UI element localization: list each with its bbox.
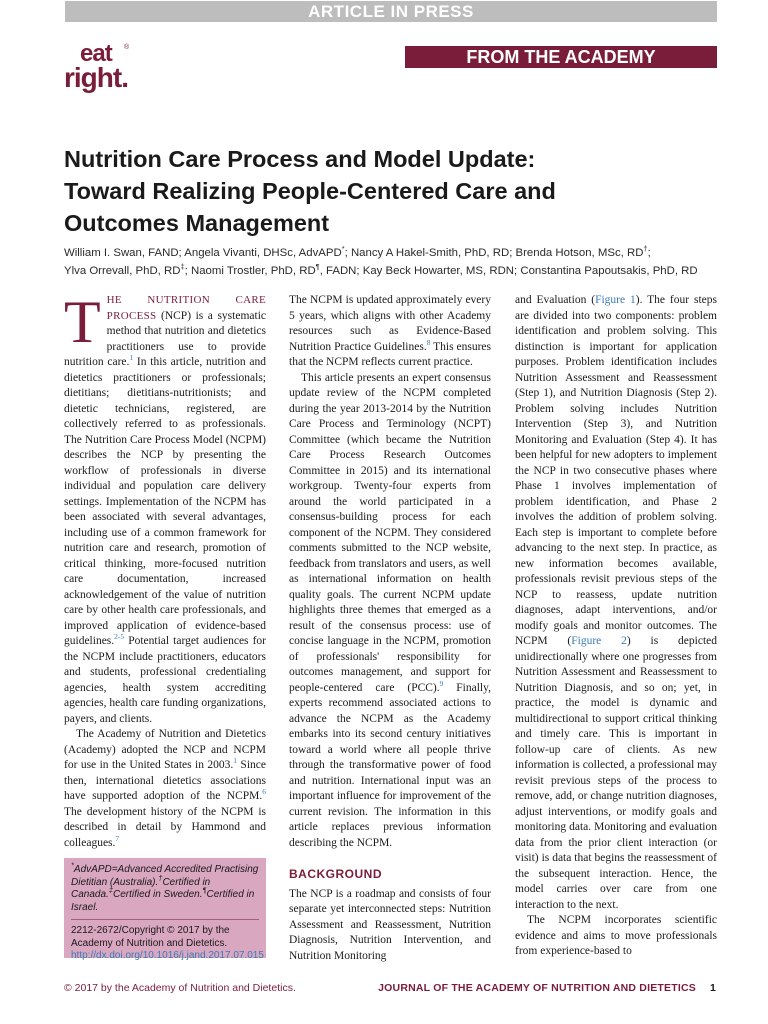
- article-title: [64, 143, 704, 239]
- body-paragraph: The NCP is a roadmap and consists of four separate yet interconnected steps: Nutrition Assessment and Reassessment, Nutrition Diagnosis, Nutrition Intervention, and Nutrition Monitoring: [289, 887, 491, 962]
- figure-1-link[interactable]: Figure 1: [595, 294, 636, 306]
- reference-link[interactable]: 2-5: [114, 632, 125, 642]
- footer-journal: [378, 982, 716, 994]
- title-line: Toward Realizing People-Centered Care and: [64, 178, 556, 204]
- journal-name: JOURNAL OF THE ACADEMY OF NUTRITION AND DIETETICS: [378, 982, 696, 994]
- body-paragraph: The Academy of Nutrition and Dietetics (Academy) adopted the NCP and NCPM for use in the United States in 2003.$^1$ Since then, international dietetics associations have supported adoption of the NCPM.$^6$ The development history of the NCPM is described in detail by Hammond and colleagues.$^7$: [64, 728, 266, 849]
- section-tag: FROM THE ACADEMY: [405, 46, 717, 68]
- reference-link[interactable]: 7: [115, 833, 120, 843]
- eatright-logo: [64, 42, 144, 98]
- footnote-box: [64, 858, 266, 961]
- copyright-notice: 2212-2672/Copyright © 2017 by the Academy of Nutrition and Dietetics.: [71, 925, 230, 949]
- body-paragraph: The NCPM is updated approximately every 5 years, which aligns with other Academy resources such as Evidence-Based Nutrition Practice Guidelines.$^8$ This ensures that the NCPM reflects current practice.: [289, 294, 491, 368]
- body-paragraph: This article presents an expert consensus update review of the NCPM completed during the year 2013-2014 by the Nutrition Care Process and Terminology (NCPT) Committee (which became the Nutrition Care Process Research Outcomes Committee in 2015) and its international workgroup. Twenty-four experts from around the world participated in a consensus-building process for each component of the NCPM. They considered comments submitted to the NCP website, feedback from translators and users, as well as international information on health quality goals. The current NCPM update highlights three themes that emerged as a result of the consensus process: use of concise language in the NCPM, promotion of professionals' responsibility for outcomes management, and support for people-centered care (PCC).$^9$ Finally, experts recommend associated actions to advance the NCPM as the Academy embarks into its second century initiatives toward a world where all people thrive through the transformative power of food and nutrition. International input was an important influence for improvement of the current revision. The information in this article replaces previous information describing the NCPM.: [289, 371, 491, 849]
- reference-link[interactable]: 9: [439, 678, 444, 688]
- body-paragraph: and Evaluation (Figure 1). The four steps are divided into two components: problem identification and problem solving. This distinction is important for application purposes. Problem identification includes Nutrition Assessment and Reassessment (Step 1), and Nutrition Diagnosis (Step 2). Problem solving includes Nutrition Intervention (Step 3), and Nutrition Monitoring and Evaluation (Step 4). It has been helpful for new adopters to implement the NCP in two consecutive phases where Phase 1 involves implementation of problem identification, and Phase 2 involves the addition of problem solving. Each step is important to complete before advancing to the next step. In practice, as new information becomes available, professionals revisit previous steps of the NCP to reassess, update nutrition diagnoses, adapt interventions, and/or modify goals and monitor outcomes. The NCPM (Figure 2) is depicted unidirectionally where one progresses from Nutrition Assessment and Reassessment to Nutrition Diagnosis, and so on; yet, in practice, the model is dynamic and multidirectional to support critical thinking and timely care. This is important in follow-up care of clients. As new information is collected, a professional may revisit previous steps of the process to remove, add, or change nutrition diagnoses, adjust interventions, or modify goals and monitoring data. Monitoring and evaluation data from the prior client interaction (or visit) is data that begins the reassessment of the subsequent interaction. Hence, the model carries over care from one interaction to the next.: [515, 294, 717, 911]
- reference-link[interactable]: 1: [129, 353, 134, 363]
- author-list: [64, 244, 724, 280]
- intro-paragraph: THE NUTRITION CARE PROCESS (NCP) is a systematic method that nutrition and dietetics practitioners use to provide nutrition care.$^1$ In this article, nutrition and dietetics practitioners or professionals; dietitians; dietitians-nutritionists; and dietetic technicians, registered, are collectively referred to as professionals. The Nutrition Care Process Model (NCPM) describes the NCP by presenting the workflow of professionals in diverse individual and population care delivery settings. Implementation of the NCPM has been associated with several advantages, including use of a common framework for nutrition care and research, promotion of critical thinking, more-focused nutrition care documentation, increased acknowledgement of the value of nutrition care by other health care professionals, and improved application of evidence-based guidelines.$^{2-5}$ Potential target audiences for the NCPM include practitioners, educators and students, professional credentialing agencies, health system accrediting agencies, health care funding organizations, payers, and clients.: [64, 289, 266, 725]
- lead-in-caps: HE NUTRITION CARE PROCESS: [106, 294, 266, 322]
- body-column-2: [289, 293, 491, 964]
- body-paragraph: The NCPM incorporates scientific evidence and aims to move professionals from experience-based to: [515, 914, 717, 957]
- logo-line-right: right.: [64, 62, 128, 93]
- title-line: Outcomes Management: [64, 210, 330, 236]
- footer-copyright: © 2017 by the Academy of Nutrition and Dietetics.: [64, 982, 296, 994]
- doi-link[interactable]: http://dx.doi.org/10.1016/j.jand.2017.07.015: [71, 950, 264, 961]
- drop-cap: T: [64, 289, 101, 355]
- article-in-press-banner: ARTICLE IN PRESS: [65, 1, 717, 22]
- divider: [71, 919, 259, 920]
- reference-link[interactable]: 1: [233, 756, 238, 766]
- logo-line-eat: eat: [80, 40, 112, 67]
- page-number: 1: [709, 982, 716, 994]
- author-credential-notes: *AdvAPD=Advanced Accredited Practising Dietitian (Australia).†Certified in Canada.‡Certified in Sweden.¶Certified in Israel.: [71, 860, 259, 913]
- title-line: Nutrition Care Process and Model Update:: [64, 146, 536, 172]
- author-line-2: Ylva Orrevall, PhD, RD‡; Naomi Trostler, PhD, RD¶, FADN; Kay Beck Howarter, MS, RDN; Constantina Papoutsakis, PhD, RD: [64, 262, 698, 277]
- reference-link[interactable]: 6: [262, 787, 266, 797]
- figure-2-link[interactable]: Figure 2: [571, 635, 627, 647]
- logo-registered-mark: ®: [124, 44, 130, 51]
- author-line-1: William I. Swan, FAND; Angela Vivanti, DHSc, AdvAPD*; Nancy A Hakel-Smith, PhD, RD; Brenda Hotson, MSc, RD†;: [64, 244, 651, 259]
- section-heading-background: BACKGROUND: [289, 867, 382, 881]
- body-column-1: [64, 289, 266, 851]
- body-column-3: [515, 293, 717, 960]
- reference-link[interactable]: 8: [426, 337, 431, 347]
